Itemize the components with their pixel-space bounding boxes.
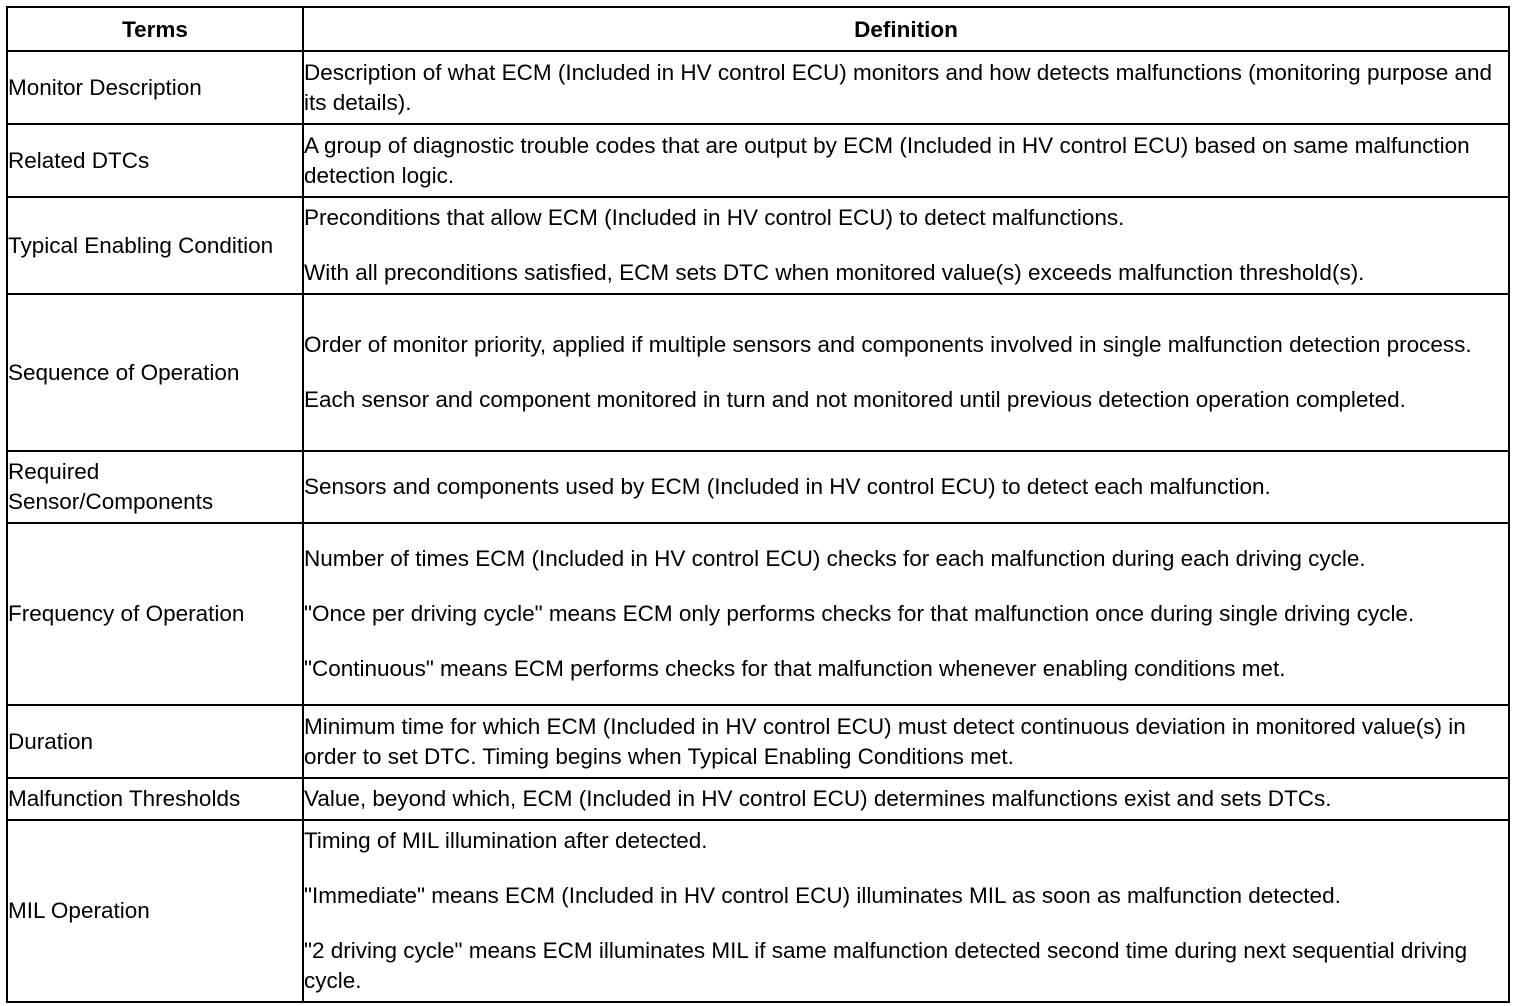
term-cell: Required Sensor/Components <box>7 451 303 523</box>
table-row <box>7 451 1509 523</box>
definition-cell <box>303 197 1509 294</box>
definition-paragraph: A group of diagnostic trouble codes that are output by ECM (Included in HV control ECU) based on same malfunction detection logic. <box>304 132 1470 188</box>
definition-paragraph: Number of times ECM (Included in HV control ECU) checks for each malfunction during each driving cycle. <box>304 546 1366 571</box>
definition-paragraph: Sensors and components used by ECM (Included in HV control ECU) to detect each malfunction. <box>304 474 1271 499</box>
table-row <box>7 51 1509 124</box>
definition-paragraph: With all preconditions satisfied, ECM sets DTC when monitored value(s) exceeds malfunction threshold(s). <box>304 260 1365 285</box>
term-cell: Related DTCs <box>7 124 303 197</box>
term-cell: MIL Operation <box>7 820 303 1002</box>
table-row <box>7 820 1509 1002</box>
definition-cell <box>303 451 1509 523</box>
definition-paragraph: Value, beyond which, ECM (Included in HV control ECU) determines malfunctions exist and sets DTCs. <box>304 786 1332 811</box>
definition-cell <box>303 51 1509 124</box>
term-cell: Frequency of Operation <box>7 523 303 705</box>
terms-definition-table <box>6 6 1510 1003</box>
table-row <box>7 294 1509 451</box>
definition-paragraph: Order of monitor priority, applied if multiple sensors and components involved in single malfunction detection process. <box>304 332 1472 357</box>
definition-cell <box>303 820 1509 1002</box>
table-row <box>7 197 1509 294</box>
term-cell: Monitor Description <box>7 51 303 124</box>
definition-cell <box>303 294 1509 451</box>
table-row <box>7 705 1509 778</box>
definition-paragraph: Preconditions that allow ECM (Included in HV control ECU) to detect malfunctions. <box>304 205 1125 230</box>
definition-paragraph: "Continuous" means ECM performs checks for that malfunction whenever enabling conditions met. <box>304 656 1286 681</box>
table-row <box>7 778 1509 820</box>
definition-paragraph: Each sensor and component monitored in turn and not monitored until previous detection operation completed. <box>304 387 1406 412</box>
definition-cell <box>303 778 1509 820</box>
header-row <box>7 7 1509 51</box>
definition-paragraph: "Immediate" means ECM (Included in HV control ECU) illuminates MIL as soon as malfunction detected. <box>304 883 1341 908</box>
term-cell: Malfunction Thresholds <box>7 778 303 820</box>
term-cell: Typical Enabling Condition <box>7 197 303 294</box>
definition-cell <box>303 705 1509 778</box>
table-row <box>7 124 1509 197</box>
definition-paragraph: "2 driving cycle" means ECM illuminates MIL if same malfunction detected second time during next sequential driving cycle. <box>304 938 1468 993</box>
term-cell: Duration <box>7 705 303 778</box>
definition-paragraph: Description of what ECM (Included in HV control ECU) monitors and how detects malfunctions (monitoring purpose and its details). <box>304 59 1493 115</box>
definition-cell <box>303 124 1509 197</box>
definition-paragraph: Timing of MIL illumination after detected. <box>304 828 708 853</box>
header-terms: Terms <box>7 7 303 51</box>
definition-paragraph: Minimum time for which ECM (Included in HV control ECU) must detect continuous deviation in monitored value(s) in order to set DTC. Timing begins when Typical Enabling Conditions met. <box>304 713 1466 769</box>
header-definition: Definition <box>303 7 1509 51</box>
definition-cell <box>303 523 1509 705</box>
term-cell: Sequence of Operation <box>7 294 303 451</box>
table-row <box>7 523 1509 705</box>
definition-paragraph: "Once per driving cycle" means ECM only performs checks for that malfunction once during single driving cycle. <box>304 601 1415 626</box>
